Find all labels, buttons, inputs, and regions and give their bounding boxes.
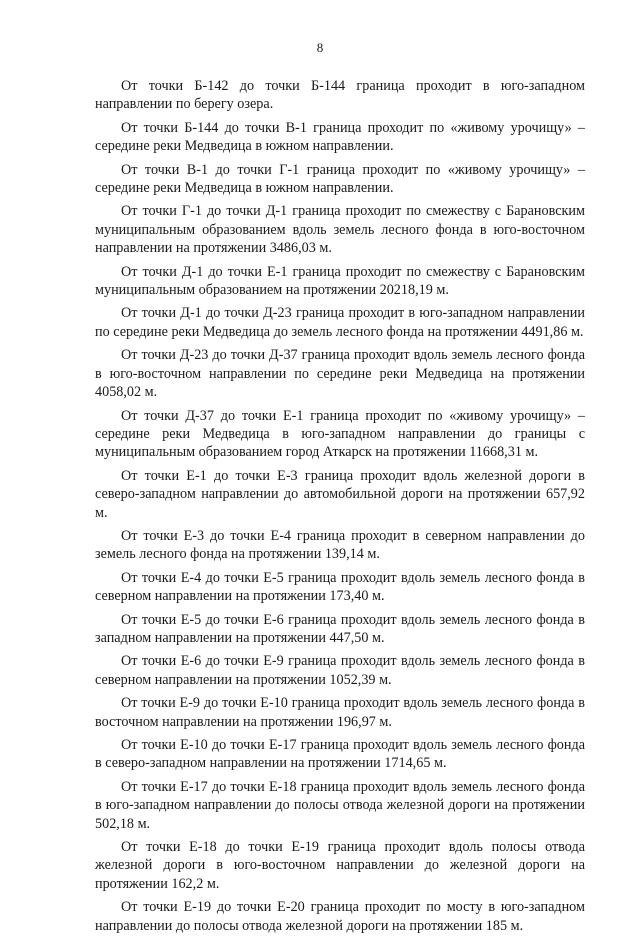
paragraph: От точки В-1 до точки Г-1 граница проходит по «живому урочищу» – середине реки Медведица в южном направлении. [95, 161, 585, 197]
paragraph: От точки Е-19 до точки Е-20 граница проходит по мосту в юго-западном направлении до полосы отвода железной дороги на протяжении 185 м. [95, 899, 585, 934]
paragraph: От точки Е-18 до точки Е-19 граница проходит вдоль полосы отвода железной дороги в юго-восточном направлении до железной дороги на протяжении 162,2 м. [95, 839, 585, 892]
document-body [95, 77, 585, 940]
paragraph: От точки Е-4 до точки Е-5 граница проходит вдоль земель лесного фонда в северном направлении на протяжении 173,40 м. [95, 569, 585, 605]
paragraph: От точки Е-9 до точки Е-10 граница проходит вдоль земель лесного фонда в восточном направлении на протяжении 196,97 м. [95, 695, 585, 730]
paragraph: От точки Д-1 до точки Е-1 граница проходит по смежеству с Барановским муниципальным образованием на протяжении 20218,19 м. [95, 263, 585, 299]
page-number: 8 [316, 40, 324, 55]
paragraph: От точки Г-1 до точки Д-1 граница проходит по смежеству с Барановским муниципальным образованием вдоль земель лесного фонда в юго-восточном направлении на протяжении 3486,03 м. [95, 203, 585, 257]
paragraph: От точки Е-3 до точки Е-4 граница проходит в северном направлении до земель лесного фонда на протяжении 139,14 м. [95, 527, 585, 563]
paragraph: От точки Д-37 до точки Е-1 граница проходит по «живому урочищу» – середине реки Медведица в юго-западном направлении до границы с муниципальным образованием город Аткарск на протяжении 11668,31 м. [95, 407, 585, 461]
paragraph: От точки Е-1 до точки Е-3 граница проходит вдоль железной дороги в северо-западном направлении до автомобильной дороги на протяжении 657,92 м. [95, 467, 585, 521]
paragraph: От точки Д-23 до точки Д-37 граница проходит вдоль земель лесного фонда в юго-восточном направлении по середине реки Медведица на протяжении 4058,02 м. [95, 347, 585, 401]
paragraph: От точки Б-144 до точки В-1 граница проходит по «живому урочищу» – середине реки Медведица в южном направлении. [95, 119, 585, 155]
paragraph: От точки Е-5 до точки Е-6 граница проходит вдоль земель лесного фонда в западном направлении на протяжении 447,50 м. [95, 611, 585, 646]
paragraph: От точки Е-17 до точки Е-18 граница проходит вдоль земель лесного фонда в юго-западном направлении до полосы отвода железной дороги на протяжении 502,18 м. [95, 778, 585, 832]
paragraph: От точки Е-6 до точки Е-9 граница проходит вдоль земель лесного фонда в северном направлении на протяжении 1052,39 м. [95, 653, 585, 688]
paragraph: От точки Б-142 до точки Б-144 граница проходит в юго-западном направлении по берегу озера. [95, 78, 585, 113]
paragraph: От точки Д-1 до точки Д-23 граница проходит в юго-западном направлении по середине реки Медведица до земель лесного фонда на протяжении 4491,86 м. [95, 305, 585, 340]
paragraph: От точки Е-10 до точки Е-17 граница проходит вдоль земель лесного фонда в северо-западном направлении на протяжении 1714,65 м. [95, 737, 585, 772]
